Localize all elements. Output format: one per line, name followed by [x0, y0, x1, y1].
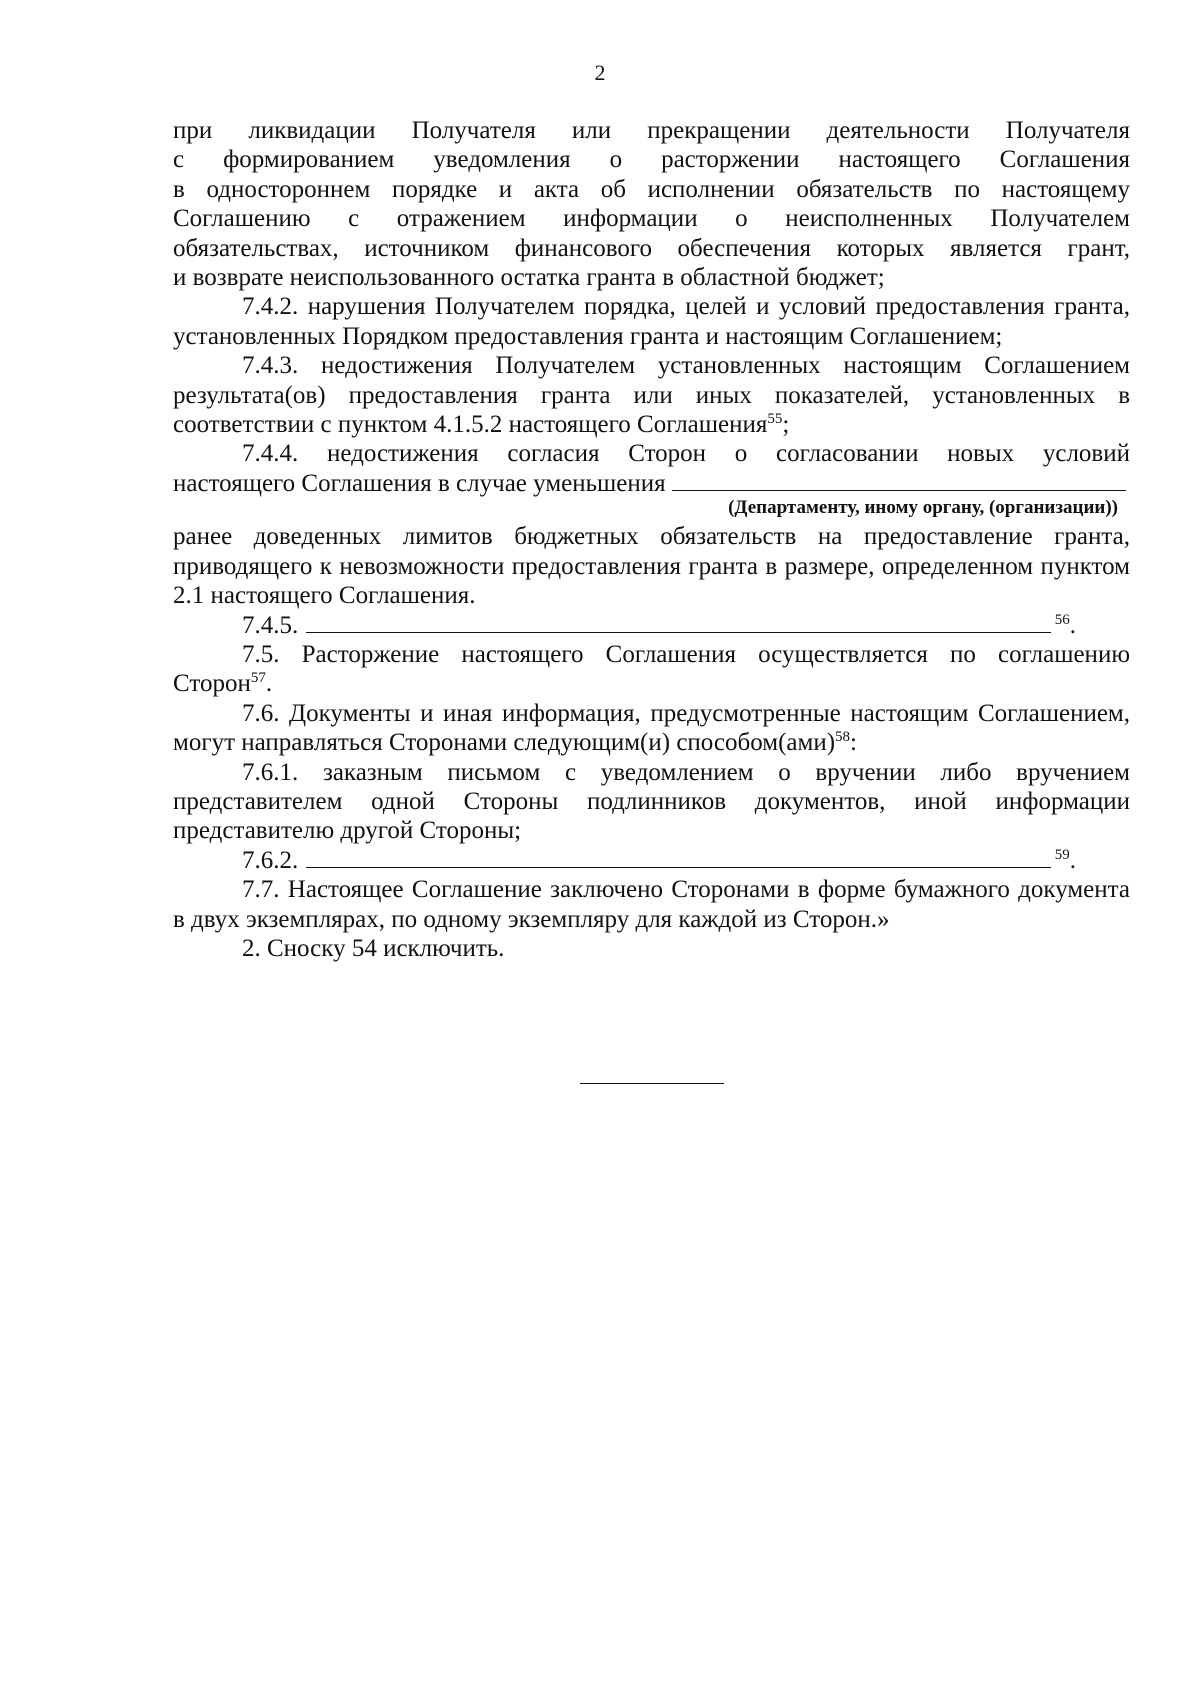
text-line: обязательствах, источником финансового обеспечения которых является грант, [173, 234, 1130, 262]
clause-7-6-2-end [1055, 846, 1076, 875]
clause-7-6-1: 7.6.1. заказным письмом с уведомлением о вручении либо вручением представителем одной Стороны подлинников документов, иной информации представителю другой Стороны; [173, 758, 1130, 845]
page-number: 2 [594, 60, 606, 85]
item-2-footnote-removal: 2. Сноску 54 исключить. [242, 934, 505, 962]
footnote-ref-57: 57 [250, 670, 266, 687]
clause-7-5 [173, 640, 1130, 699]
fill-in-blank-authority[interactable] [672, 489, 1126, 491]
clause-7-4-3-tail: ; [782, 411, 790, 439]
paragraph-termination-liquidation [173, 116, 1130, 292]
clause-7-4-4-line2 [173, 469, 1130, 498]
clause-7-4-4-line2-text: настоящего Соглашения в случае уменьшения [173, 469, 666, 497]
clause-7-4-3 [173, 351, 1130, 439]
clause-7-4-2: 7.4.2. нарушения Получателем порядка, целей и условий предоставления гранта, установленных Порядком предоставления гранта и настоящим Соглашением; [173, 293, 1130, 350]
clause-7-5-tail: . [265, 670, 273, 698]
clause-7-5-text: 7.5. Расторжение настоящего Соглашения осуществляется по соглашению Сторон [173, 640, 1130, 698]
clause-7-4-4-rest: ранее доведенных лимитов бюджетных обязательств на предоставление гранта, приводящего к невозможности предоставления гранта в размере, определенном пунктом 2.1 настоящего Соглашения. [173, 523, 1130, 610]
clause-7-4-5-number: 7.4.5. [242, 611, 299, 639]
footnote-ref-58: 58 [835, 729, 851, 746]
footnote-ref-55: 55 [767, 411, 783, 428]
clause-7-6-2-tail: . [1069, 846, 1076, 874]
clause-7-4-3-text: 7.4.3. недостижения Получателем установленных настоящим Соглашением результата(ов) предоставления гранта или иных показателей, установленных в соответствии с пунктом 4.1.5.2 настоящего Соглашения [173, 352, 1130, 439]
clause-7-6-tail: : [850, 729, 857, 757]
clause-7-6-2-number: 7.6.2. [242, 846, 299, 874]
text-line: и возврате неиспользованного остатка гранта в областной бюджет; [173, 264, 885, 292]
footnote-ref-56: 56 [1054, 611, 1070, 628]
blank-caption: (Департаменту, иному органу, (организации)) [728, 497, 1118, 519]
clause-7-7: 7.7. Настоящее Соглашение заключено Сторонами в форме бумажного документа в двух экземплярах, по одному экземпляру для каждой из Сторон.» [173, 876, 1130, 933]
text-line: при ликвидации Получателя или прекращении деятельности Получателя [173, 117, 1130, 144]
fill-in-blank-7-6-2[interactable] [306, 866, 1051, 868]
clause-7-4-4 [173, 439, 1130, 610]
clause-7-4-4-line1: 7.4.4. недостижения согласия Сторон о согласовании новых условий [242, 440, 1130, 468]
text-line: в одностороннем порядке и акта об исполнении обязательств по настоящему [173, 175, 1130, 203]
clause-7-6 [173, 699, 1130, 758]
text-line: Соглашению с отражением информации о неисполненных Получателем [173, 205, 1130, 233]
clause-7-4-5 [173, 611, 1130, 640]
footnote-ref-59: 59 [1054, 846, 1070, 863]
fill-in-blank-7-4-5[interactable] [306, 631, 1051, 633]
clause-7-4-5-end [1055, 611, 1076, 640]
clause-7-6-text: 7.6. Документы и иная информация, предусмотренные настоящим Соглашением, могут направляться Сторонами следующим(и) способом(ами) [173, 699, 1130, 757]
text-line: с формированием уведомления о расторжении настоящего Соглашения [173, 146, 1130, 174]
clause-7-4-5-tail: . [1069, 611, 1076, 639]
end-divider [580, 1083, 724, 1084]
document-body [173, 116, 1130, 963]
clause-7-6-2 [173, 846, 1130, 875]
